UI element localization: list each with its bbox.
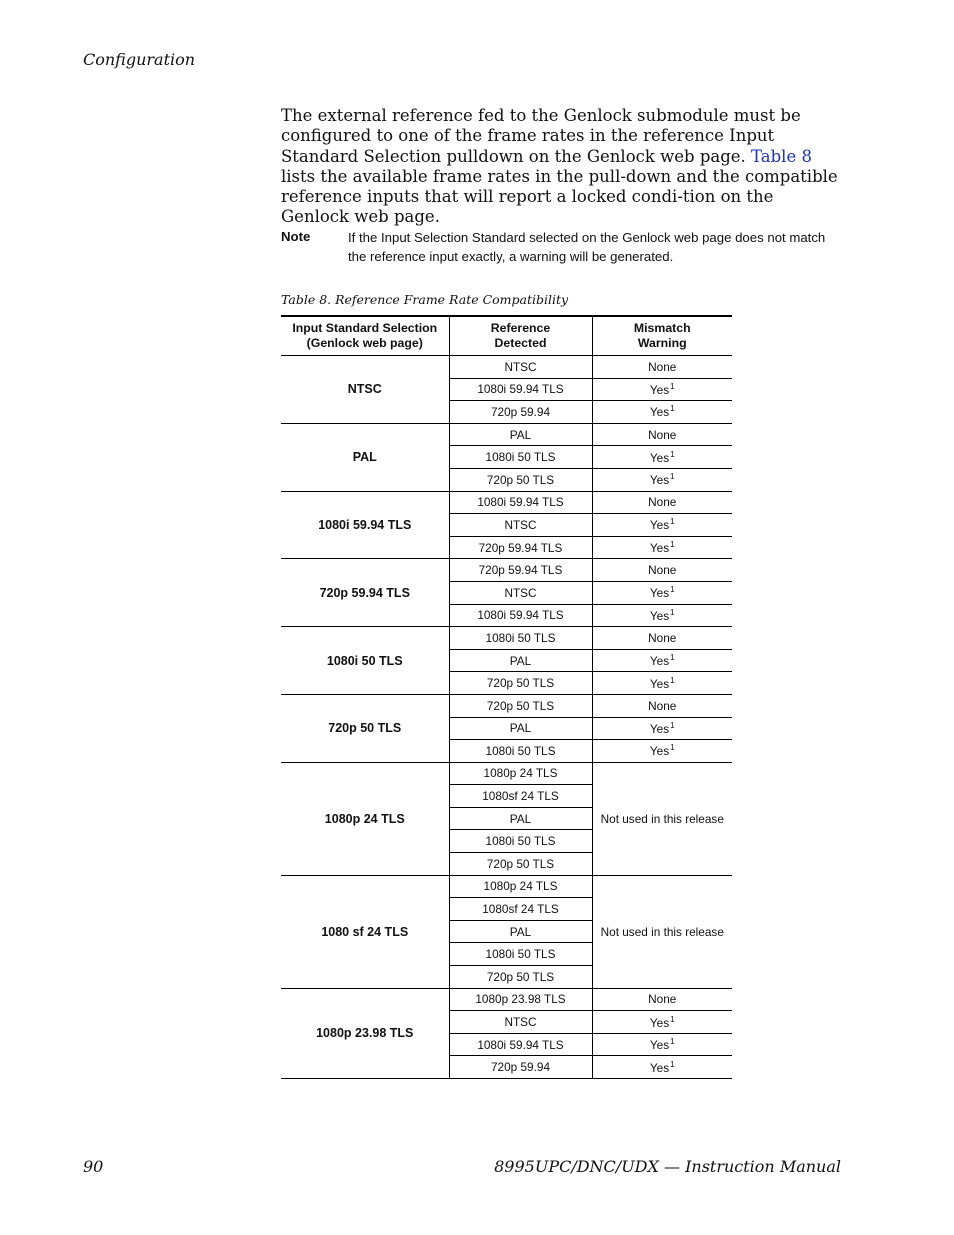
reference-detected-cell: 1080sf 24 TLS [449,898,592,921]
mismatch-warning-cell [592,604,732,627]
table-row [281,559,732,582]
table-header-row [281,316,732,356]
mismatch-warning-cell [592,1033,732,1056]
reference-detected-cell: PAL [449,717,592,740]
reference-detected-cell: 720p 50 TLS [449,672,592,695]
input-standard-cell: 1080i 50 TLS [281,627,449,695]
reference-detected-cell: 720p 59.94 [449,401,592,424]
table-row [281,627,732,650]
mismatch-warning-cell [592,446,732,469]
footnote-marker: 1 [670,381,675,391]
warning-text: Yes [649,1038,670,1053]
warning-text: Yes [649,721,670,736]
reference-detected-cell: 720p 59.94 [449,1056,592,1079]
footnote-marker: 1 [670,1059,675,1069]
mismatch-warning-cell [592,378,732,401]
mismatch-warning-cell: Not used in this release [592,762,732,875]
reference-detected-cell: 1080i 50 TLS [449,943,592,966]
warning-text: None [648,427,677,442]
mismatch-warning-cell [592,717,732,740]
warning-text: None [648,698,677,713]
input-standard-cell: NTSC [281,356,449,424]
footnote-marker: 1 [670,472,675,482]
reference-detected-cell: 1080p 23.98 TLS [449,988,592,1011]
reference-detected-cell: PAL [449,920,592,943]
page-number: 90 [83,1157,104,1176]
warning-text: Yes [649,744,670,759]
footnote-marker: 1 [670,607,675,617]
warning-text: Yes [649,654,670,669]
header-input-standard-line1: Input Standard Selection [292,321,438,336]
reference-detected-cell: 1080i 50 TLS [449,446,592,469]
footnote-marker: 1 [670,449,675,459]
table-row [281,875,732,898]
mismatch-warning-cell [592,649,732,672]
mismatch-warning-cell [592,740,732,763]
reference-detected-cell: 1080i 50 TLS [449,830,592,853]
running-header: Configuration [83,50,196,69]
footnote-marker: 1 [670,585,675,595]
table-caption: Table 8. Reference Frame Rate Compatibility [281,292,569,307]
mismatch-warning-cell [592,1056,732,1079]
manual-title: 8995UPC/DNC/UDX — Instruction Manual [494,1157,841,1176]
reference-detected-cell: PAL [449,423,592,446]
reference-detected-cell: 720p 50 TLS [449,853,592,876]
input-standard-cell: 720p 50 TLS [281,694,449,762]
table-row [281,694,732,717]
footnote-marker: 1 [670,675,675,685]
reference-detected-cell: 720p 50 TLS [449,468,592,491]
reference-detected-cell: PAL [449,649,592,672]
reference-detected-cell: 1080i 59.94 TLS [449,491,592,514]
footnote-marker: 1 [670,1014,675,1024]
table-8-link[interactable]: Table 8 [751,146,812,166]
note-label: Note [281,229,311,244]
warning-text: None [648,495,677,510]
note-text: If the Input Selection Standard selected on the Genlock web page does not match the reference input exactly, a warning will be generated. [348,230,826,264]
warning-text: Yes [649,541,670,556]
table-row [281,356,732,379]
reference-detected-cell: 1080p 24 TLS [449,762,592,785]
header-reference-line1: Reference [490,321,551,336]
mismatch-warning-cell [592,627,732,650]
table-row [281,491,732,514]
header-input-standard [281,316,449,356]
mismatch-warning-cell [592,423,732,446]
header-mismatch-line1: Mismatch [633,321,691,336]
intro-text-after-link: lists the available frame rates in the pull-down and the compatible reference inputs that will report a locked condi-tion on the Genlock web page. [281,166,838,227]
table-row [281,423,732,446]
table-row [281,762,732,785]
header-mismatch-warning [592,316,732,356]
reference-detected-cell: 720p 59.94 TLS [449,559,592,582]
mismatch-warning-cell [592,468,732,491]
footnote-marker: 1 [670,653,675,663]
warning-text: None [648,630,677,645]
mismatch-warning-cell [592,356,732,379]
warning-text: Yes [649,382,670,397]
header-reference-line2: Detected [494,336,547,350]
reference-detected-cell: 1080i 59.94 TLS [449,1033,592,1056]
footnote-marker: 1 [670,743,675,753]
warning-text: None [648,563,677,578]
warning-text: Yes [649,586,670,601]
warning-text: Yes [649,518,670,533]
mismatch-warning-cell [592,559,732,582]
reference-detected-cell: 720p 59.94 TLS [449,536,592,559]
footnote-marker: 1 [670,517,675,527]
frame-rate-compatibility-table [281,315,732,1079]
input-standard-cell: 720p 59.94 TLS [281,559,449,627]
warning-text: Yes [649,405,670,420]
reference-detected-cell: 1080i 59.94 TLS [449,378,592,401]
reference-detected-cell: NTSC [449,1011,592,1034]
table-body [281,356,732,1079]
footnote-marker: 1 [670,404,675,414]
reference-detected-cell: 720p 50 TLS [449,694,592,717]
footnote-marker: 1 [670,1037,675,1047]
warning-text: Yes [649,1060,670,1075]
reference-detected-cell: NTSC [449,514,592,537]
reference-detected-cell: 1080i 50 TLS [449,627,592,650]
input-standard-cell: 1080p 24 TLS [281,762,449,875]
warning-text: None [648,992,677,1007]
mismatch-warning-cell [592,672,732,695]
reference-detected-cell: 720p 50 TLS [449,966,592,989]
header-reference-detected [449,316,592,356]
warning-text: Yes [649,450,670,465]
reference-detected-cell: 1080i 59.94 TLS [449,604,592,627]
reference-detected-cell: NTSC [449,581,592,604]
reference-detected-cell: PAL [449,807,592,830]
input-standard-cell: 1080 sf 24 TLS [281,875,449,988]
mismatch-warning-cell [592,401,732,424]
warning-text: None [648,359,677,374]
warning-text: Yes [649,473,670,488]
table-row [281,988,732,1011]
input-standard-cell: PAL [281,423,449,491]
mismatch-warning-cell [592,988,732,1011]
intro-text-before-link: The external reference fed to the Genlock submodule must be configured to one of the frame rates in the reference Input Standard Selection pulldown on the Genlock web page. [281,106,801,166]
intro-paragraph [281,106,846,228]
footnote-marker: 1 [670,540,675,550]
mismatch-warning-cell: Not used in this release [592,875,732,988]
warning-text: Yes [649,608,670,623]
footnote-marker: 1 [670,720,675,730]
input-standard-cell: 1080p 23.98 TLS [281,988,449,1078]
reference-detected-cell: 1080i 50 TLS [449,740,592,763]
reference-detected-cell: NTSC [449,356,592,379]
reference-detected-cell: 1080p 24 TLS [449,875,592,898]
mismatch-warning-cell [592,536,732,559]
mismatch-warning-cell [592,491,732,514]
reference-detected-cell: 1080sf 24 TLS [449,785,592,808]
input-standard-cell: 1080i 59.94 TLS [281,491,449,559]
warning-text: Yes [649,1015,670,1030]
header-mismatch-line2: Warning [637,336,687,350]
mismatch-warning-cell [592,581,732,604]
header-input-standard-line2: (Genlock web page) [306,336,423,350]
mismatch-warning-cell [592,514,732,537]
warning-text: Yes [649,676,670,691]
mismatch-warning-cell [592,1011,732,1034]
mismatch-warning-cell [592,694,732,717]
